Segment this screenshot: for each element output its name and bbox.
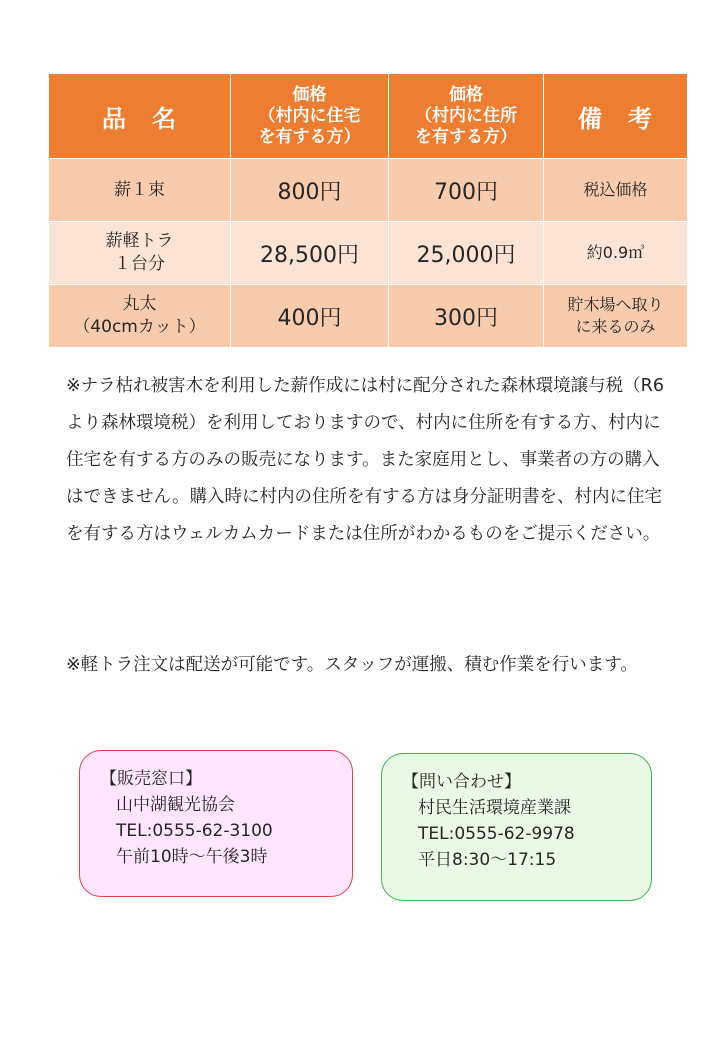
- price-address: 300円: [389, 285, 544, 348]
- price-house: 28,500円: [231, 222, 389, 285]
- price-address: 700円: [389, 159, 544, 222]
- item-name: 薪軽トラ １台分: [49, 222, 231, 285]
- header-item-name: 品 名: [49, 74, 231, 159]
- table-row: [49, 222, 688, 285]
- notice-paragraph: ※ナラ枯れ被害木を利用した薪作成には村に配分された森林環境譲与税（R6より森林環境税）を利用しておりますので、村内に住所を有する方、村内に住宅を有する方のみの販売になります。また家庭用とし、事業者の方の購入はできません。購入時に村内の住所を有する方は身分証明書を、村内に住宅を有する方はウェルカムカードまたは住所がわかるものをご提示ください。: [66, 376, 664, 544]
- header-price-house: 価格 （村内に住宅 を有する方）: [231, 74, 389, 159]
- price-table: [48, 73, 688, 348]
- table-row: [49, 285, 688, 348]
- item-note: 税込価格: [544, 159, 688, 222]
- sales-box-org: 山中湖観光協会: [116, 795, 235, 815]
- header-price-address: 価格 （村内に住所 を有する方）: [389, 74, 544, 159]
- inquiry-box-title: 【問い合わせ】: [402, 772, 521, 792]
- item-name: 丸太 （40cmカット）: [49, 285, 231, 348]
- sales-contact-box: [79, 750, 353, 897]
- header-note: 備 考: [544, 74, 688, 159]
- inquiry-box-tel: TEL:0555-62-9978: [418, 824, 575, 844]
- inquiry-box-org: 村民生活環境産業課: [418, 798, 571, 818]
- delivery-note: ※軽トラ注文は配送が可能です。スタッフが運搬、積む作業を行います。: [66, 655, 638, 675]
- table-header-row: [49, 74, 688, 159]
- price-house: 400円: [231, 285, 389, 348]
- price-address: 25,000円: [389, 222, 544, 285]
- item-name: 薪１束: [49, 159, 231, 222]
- item-note: 貯木場へ取り に来るのみ: [544, 285, 688, 348]
- sales-box-hours: 午前10時～午後3時: [116, 847, 268, 867]
- inquiry-contact-box: [381, 753, 652, 901]
- item-note: 約0.9㎥: [544, 222, 688, 285]
- inquiry-box-hours: 平日8:30～17:15: [418, 850, 557, 870]
- sales-box-tel: TEL:0555-62-3100: [116, 821, 273, 841]
- sales-box-title: 【販売窓口】: [100, 769, 202, 789]
- price-house: 800円: [231, 159, 389, 222]
- table-row: [49, 159, 688, 222]
